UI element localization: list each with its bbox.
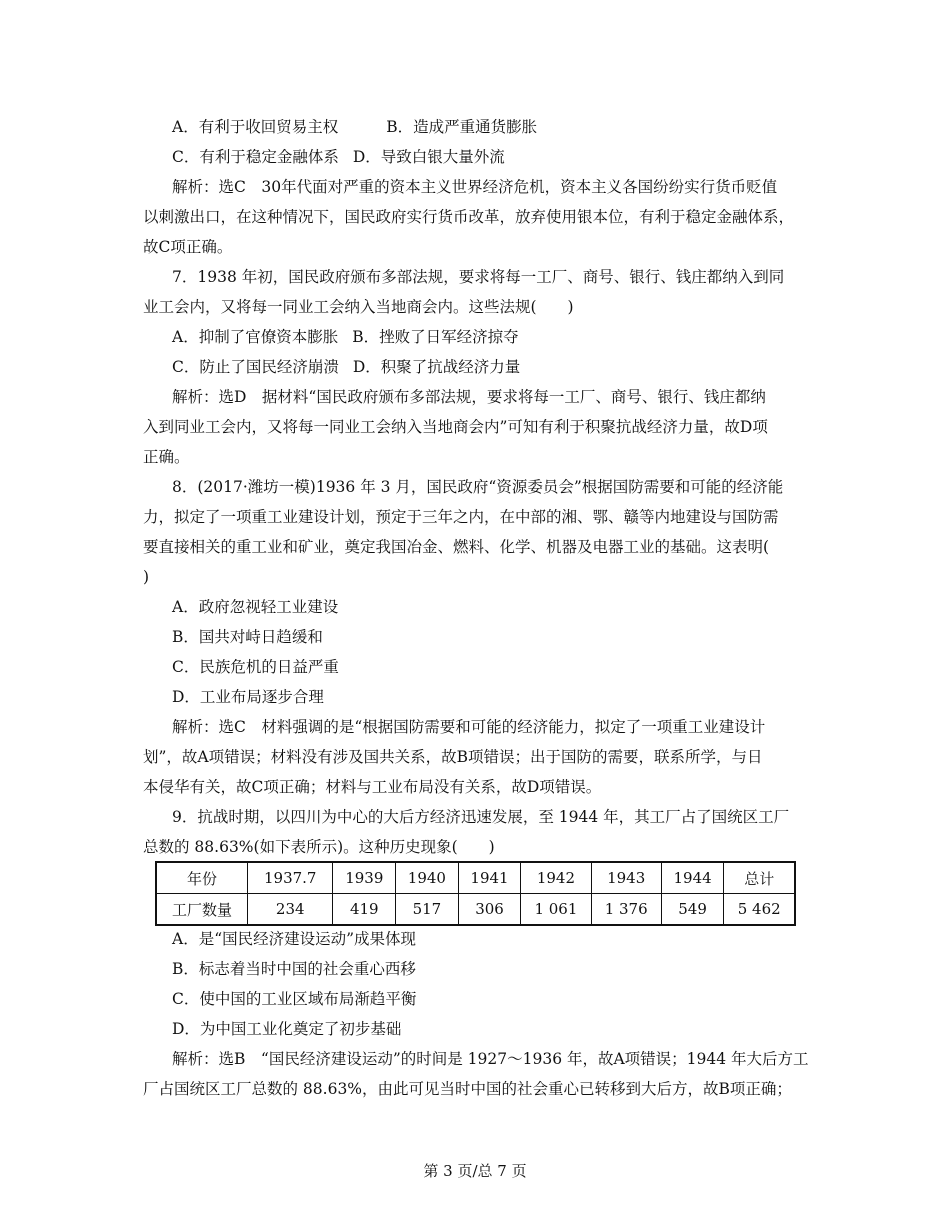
q6-option-c: C．有利于稳定金融体系 <box>172 148 339 166</box>
q7-option-c: C．防止了国民经济崩溃 <box>172 358 339 376</box>
q7-analysis-line: 正确。 <box>143 448 190 466</box>
table-cell: 549 <box>661 894 724 926</box>
q8-option-a: A．政府忽视轻工业建设 <box>172 598 339 616</box>
q7-stem-line: 业工会内，又将每一同业工会纳入当地商会内。这些法规( ) <box>143 298 574 316</box>
table-cell: 234 <box>248 894 333 926</box>
q6-analysis-line: 故C项正确。 <box>143 238 233 256</box>
table-cell: 306 <box>458 894 521 926</box>
q7-options-row-2 <box>172 352 837 382</box>
q9-stem-line: 9．抗战时期，以四川为中心的大后方经济迅速发展，至 1944 年，其工厂占了国统区工厂 <box>172 808 790 826</box>
q6-option-d: D．导致白银大量外流 <box>352 148 505 166</box>
table-cell: 工厂数量 <box>156 894 248 926</box>
table-cell: 1940 <box>396 862 459 894</box>
q9-analysis-line: 解析：选B “国民经济建设运动”的时间是 1927～1936 年，故A项错误；1944 年大后方工 <box>172 1050 809 1068</box>
factory-count-table <box>155 861 796 926</box>
table-cell: 1939 <box>333 862 396 894</box>
q7-options-row-1 <box>172 322 837 352</box>
q7-analysis-line: 入到同业工会内，又将每一同业工会纳入当地商会内”可知有利于积聚抗战经济力量，故D项 <box>143 418 768 436</box>
q8-stem-line: 8．(2017·潍坊一模)1936 年 3 月，国民政府“资源委员会”根据国防需要和可能的经济能 <box>172 478 784 496</box>
q8-analysis-line: 本侵华有关，故C项正确；材料与工业布局没有关系，故D项错误。 <box>143 778 602 796</box>
q9-stem-line: 总数的 88.63%(如下表所示)。这种历史现象( ) <box>143 838 495 856</box>
table-cell: 1 061 <box>521 894 591 926</box>
q6-options-row-1 <box>172 112 837 142</box>
q9-option-d: D．为中国工业化奠定了初步基础 <box>172 1020 402 1038</box>
q6-option-b: B．造成严重通货膨胀 <box>386 118 538 136</box>
q8-stem-line: 要直接相关的重工业和矿业，奠定我国冶金、燃料、化学、机器及电器工业的基础。这表明( <box>143 538 770 556</box>
q7-option-a: A．抑制了官僚资本膨胀 <box>172 328 339 346</box>
q6-analysis-line: 解析：选C 30年代面对严重的资本主义世界经济危机，资本主义各国纷纷实行货币贬值 <box>172 178 778 196</box>
q8-stem-line: ) <box>143 568 150 586</box>
q9-analysis-line: 厂占国统区工厂总数的 88.63%，由此可见当时中国的社会重心已转移到大后方，故B项正确； <box>143 1080 792 1098</box>
table-cell: 1937.7 <box>248 862 333 894</box>
q8-analysis-line: 划”，故A项错误；材料没有涉及国共关系，故B项错误；出于国防的需要，联系所学，与日 <box>143 748 763 766</box>
q7-option-d: D．积聚了抗战经济力量 <box>352 358 521 376</box>
table-cell: 5 462 <box>724 894 795 926</box>
q9-option-a: A．是“国民经济建设运动”成果体现 <box>172 930 417 948</box>
q8-option-c: C．民族危机的日益严重 <box>172 658 339 676</box>
table-cell: 年份 <box>156 862 248 894</box>
q8-stem-line: 力，拟定了一项重工业建设计划，预定于三年之内，在中部的湘、鄂、赣等内地建设与国防需 <box>143 508 779 526</box>
q8-option-b: B．国共对峙日趋缓和 <box>172 628 323 646</box>
q8-analysis-line: 解析：选C 材料强调的是“根据国防需要和可能的经济能力，拟定了一项重工业建设计 <box>172 718 766 736</box>
table-cell: 1941 <box>458 862 521 894</box>
q8-option-d: D．工业布局逐步合理 <box>172 688 324 706</box>
table-cell: 1 376 <box>591 894 661 926</box>
table-cell: 419 <box>333 894 396 926</box>
table-cell: 517 <box>396 894 459 926</box>
q9-option-c: C．使中国的工业区域布局渐趋平衡 <box>172 990 417 1008</box>
q7-stem-line: 7．1938 年初，国民政府颁布多部法规，要求将每一工厂、商号、银行、钱庄都纳入到同 <box>172 268 785 286</box>
q9-option-b: B．标志着当时中国的社会重心西移 <box>172 960 416 978</box>
q6-option-a: A．有利于收回贸易主权 <box>172 118 339 136</box>
table-cell: 1944 <box>661 862 724 894</box>
q6-options-row-2 <box>172 142 837 172</box>
table-cell: 1942 <box>521 862 591 894</box>
q7-option-b: B．挫败了日军经济掠夺 <box>352 328 519 346</box>
q6-analysis-line: 以刺激出口，在这种情况下，国民政府实行货币改革，放弃使用银本位，有利于稳定金融体系， <box>143 208 795 226</box>
table-cell: 总计 <box>724 862 795 894</box>
table-header-row <box>156 862 795 894</box>
q7-analysis-line: 解析：选D 据材料“国民政府颁布多部法规，要求将每一工厂、商号、银行、钱庄都纳 <box>172 388 766 406</box>
table-row <box>156 894 795 926</box>
table-cell: 1943 <box>591 862 661 894</box>
page-footer: 第 3 页/总 7 页 <box>423 1162 527 1180</box>
